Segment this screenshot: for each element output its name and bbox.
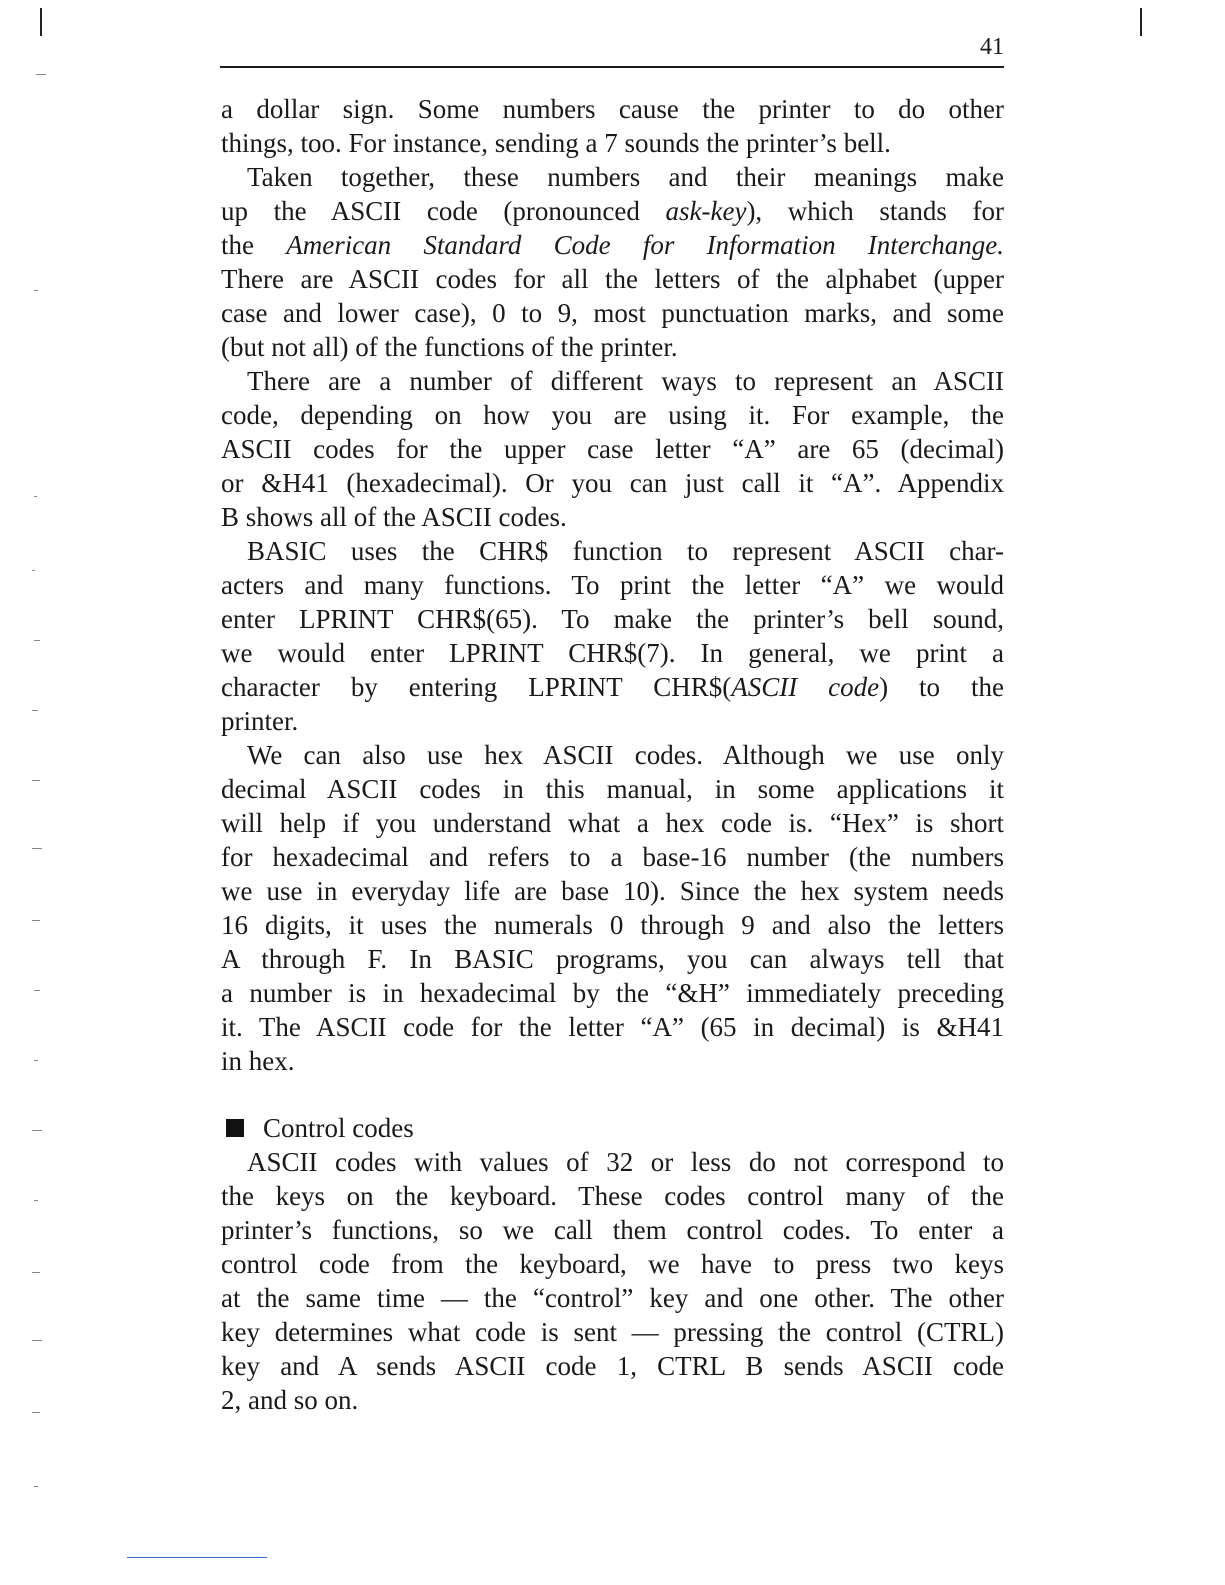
text-line: Taken together, these numbers and their meanings make bbox=[247, 162, 1004, 192]
section-heading bbox=[221, 1111, 1004, 1145]
text-line: a number is in hexadecimal by the “&H” immediately preceding bbox=[221, 978, 1004, 1008]
text-line: printer. bbox=[221, 706, 299, 736]
text-line: A through F. In BASIC programs, you can always tell that bbox=[221, 944, 1004, 974]
text-line: the keys on the keyboard. These codes control many of the bbox=[221, 1181, 1004, 1211]
text-line: we would enter LPRINT CHR$(7). In general, we print a bbox=[221, 638, 1004, 668]
text-line: the American Standard Code for Information Interchange. bbox=[221, 230, 1004, 260]
text-line: B shows all of the ASCII codes. bbox=[221, 502, 567, 532]
italic-term-ask-key: ask-key bbox=[665, 196, 747, 226]
text-line: will help if you understand what a hex code is. “Hex” is short bbox=[221, 808, 1004, 838]
text-line: at the same time — the “control” key and one other. The other bbox=[221, 1283, 1004, 1313]
page-number: 41 bbox=[980, 34, 1004, 60]
text-line: it. The ASCII code for the letter “A” (65 in decimal) is &H41 bbox=[221, 1012, 1004, 1042]
text-line: case and lower case), 0 to 9, most punctuation marks, and some bbox=[221, 298, 1004, 328]
text-line: a dollar sign. Some numbers cause the printer to do other bbox=[221, 94, 1004, 124]
text-line: printer’s functions, so we call them control codes. To enter a bbox=[221, 1215, 1004, 1245]
text-line: up the ASCII code (pronounced ask-key), which stands for bbox=[221, 196, 1004, 226]
text-line: code, depending on how you are using it. For example, the bbox=[221, 400, 1004, 430]
scan-edge-mark-left bbox=[40, 8, 42, 36]
text-line: There are a number of different ways to represent an ASCII bbox=[247, 366, 1004, 396]
text-line: key determines what code is sent — pressing the control (CTRL) bbox=[221, 1317, 1004, 1347]
text-line: decimal ASCII codes in this manual, in some applications it bbox=[221, 774, 1004, 804]
text-line: enter LPRINT CHR$(65). To make the printer’s bell sound, bbox=[221, 604, 1004, 634]
bottom-link-underline bbox=[127, 1557, 267, 1558]
scan-gutter-specks bbox=[30, 40, 90, 1580]
text-line: 16 digits, it uses the numerals 0 through 9 and also the letters bbox=[221, 910, 1004, 940]
text-line: or &H41 (hexadecimal). Or you can just call it “A”. Appendix bbox=[221, 468, 1004, 498]
scan-edge-mark-right bbox=[1140, 8, 1142, 36]
text-line: things, too. For instance, sending a 7 sounds the printer’s bell. bbox=[221, 128, 891, 158]
text-line: We can also use hex ASCII codes. Although we use only bbox=[247, 740, 1004, 770]
text-line: 2, and so on. bbox=[221, 1385, 359, 1415]
text-line: ASCII codes with values of 32 or less do not correspond to bbox=[247, 1147, 1004, 1177]
text-line: control code from the keyboard, we have to press two keys bbox=[221, 1249, 1004, 1279]
square-bullet-icon bbox=[226, 1119, 244, 1137]
page-body bbox=[221, 92, 1004, 1417]
section-heading-label: Control codes bbox=[263, 1113, 414, 1143]
text-line: for hexadecimal and refers to a base-16 number (the numbers bbox=[221, 842, 1004, 872]
text-line: character by entering LPRINT CHR$(ASCII code) to the bbox=[221, 672, 1004, 702]
text-line: BASIC uses the CHR$ function to represent ASCII char- bbox=[247, 536, 1004, 566]
header-rule bbox=[220, 66, 1004, 68]
text-line: (but not all) of the functions of the printer. bbox=[221, 332, 678, 362]
text-line: key and A sends ASCII code 1, CTRL B sends ASCII code bbox=[221, 1351, 1004, 1381]
text-line: in hex. bbox=[221, 1046, 295, 1076]
section-spacer bbox=[221, 1078, 1004, 1111]
text-line: There are ASCII codes for all the letters of the alphabet (upper bbox=[221, 264, 1004, 294]
text-line: acters and many functions. To print the letter “A” we would bbox=[221, 570, 1004, 600]
italic-term-ascii-code: ASCII code bbox=[731, 672, 880, 702]
italic-term-ascii-expansion: American Standard Code for Information Interchange. bbox=[286, 230, 1004, 260]
text-line: ASCII codes for the upper case letter “A” are 65 (decimal) bbox=[221, 434, 1004, 464]
text-line: we use in everyday life are base 10). Since the hex system needs bbox=[221, 876, 1004, 906]
